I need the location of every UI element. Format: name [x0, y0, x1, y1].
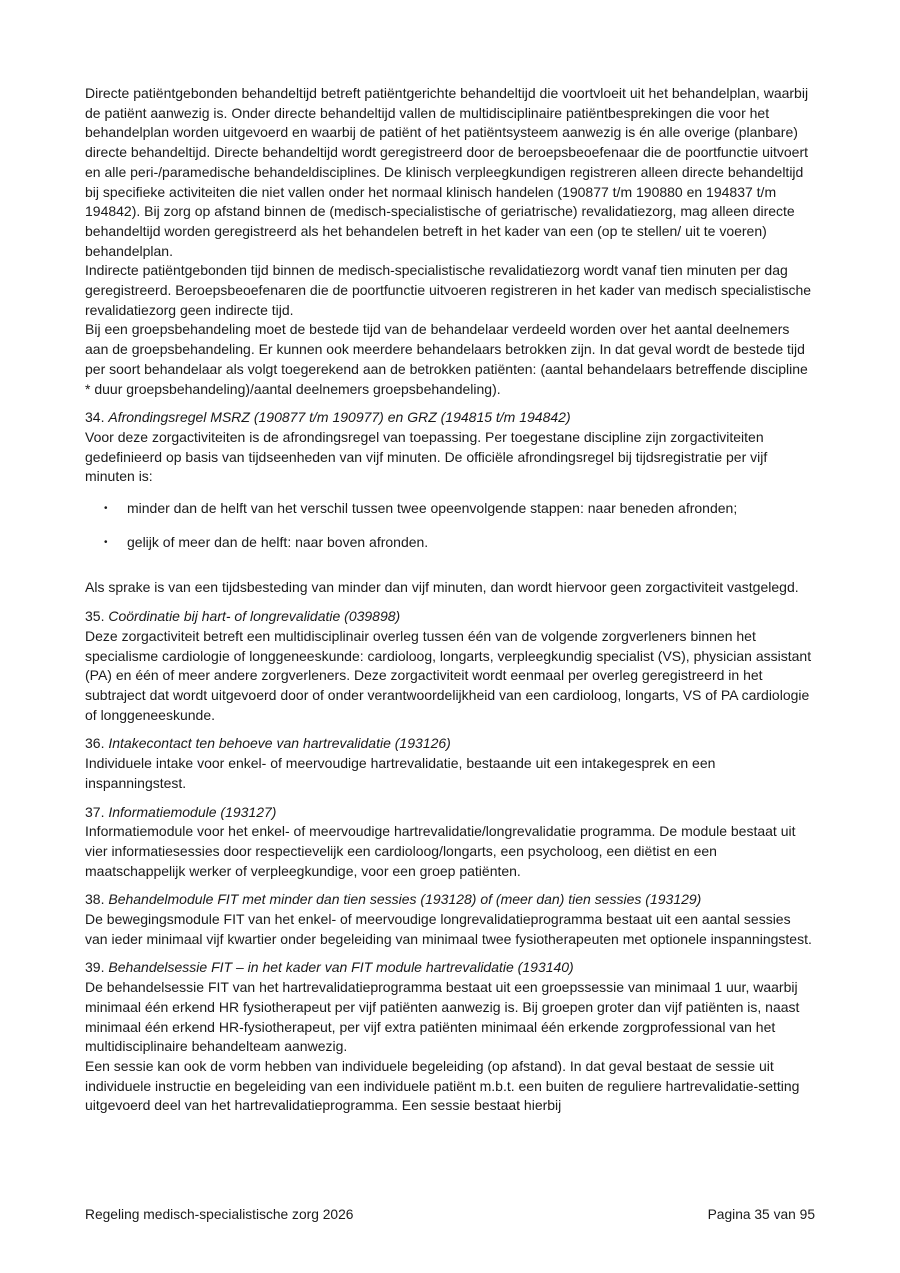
section-title-39: Behandelsessie FIT – in het kader van FIT module hartrevalidatie (193140) — [108, 959, 574, 976]
section-heading-37 — [85, 803, 816, 823]
section-body-35: Deze zorgactiviteit betreft een multidisciplinair overleg tussen één van de volgende zorgverleners binnen het specialisme cardiologie of longgeneeskunde: cardioloog, longarts, verpleegkundig specialist (VS), physician assistant (PA) en één of meer andere zorgverleners. Deze zorgactiviteit wordt eenmaal per overleg geregistreerd in het subtraject dat wordt uitgevoerd door of onder verantwoordelijkheid van een cardioloog, longarts, VS of PA cardiologie of longgeneeskunde. — [85, 627, 812, 723]
section-body-38: De bewegingsmodule FIT van het enkel- of meervoudige longrevalidatieprogramma bestaat uit een aantal sessies van ieder minimaal vijf kwartier onder begeleiding van minimaal twee fysiotherapeuten met optionele inspanningstest. — [85, 911, 812, 947]
section-title-34: Afrondingsregel MSRZ (190877 t/m 190977) en GRZ (194815 t/m 194842) — [108, 409, 571, 426]
section-number-39: 39. — [85, 959, 105, 976]
section-number-37: 37. — [85, 803, 105, 820]
intro-paragraph-2: Indirecte patiëntgebonden tijd binnen de medisch-specialistische revalidatiezorg wordt vanaf tien minuten per dag geregistreerd. Beroepsbeoefenaren die de poortfunctie uitvoeren registreren in het kader van medisch specialistische revalidatiezorg geen indirecte tijd. — [85, 262, 812, 318]
page-footer — [85, 1206, 815, 1224]
rounding-rules-list — [85, 499, 816, 552]
section-title-37: Informatiemodule (193127) — [108, 803, 277, 820]
section-heading-36 — [85, 734, 816, 754]
section-body-39: De behandelsessie FIT van het hartrevalidatieprogramma bestaat uit een groepssessie van minimaal 1 uur, waarbij minimaal één erkend HR fysiotherapeut per vijf patiënten aanwezig is. Bij groepen groter dan vijf patiënten is, naast minimaal één erkend HR-fysiotherapeut, per vijf extra patiënten minimaal één erkende zorgprofessional van het multidisciplinaire behandelteam aanwezig. — [85, 979, 800, 1055]
section-heading-34 — [85, 408, 816, 428]
section-number-36: 36. — [85, 735, 105, 752]
bullet-item: • minder dan de helft van het verschil tussen twee opeenvolgende stappen: naar beneden afronden; — [85, 499, 816, 519]
footer-document-title: Regeling medisch-specialistische zorg 2026 — [85, 1207, 354, 1222]
section-heading-39 — [85, 958, 816, 978]
section-number-34: 34. — [85, 409, 105, 426]
section-title-36: Intakecontact ten behoeve van hartrevalidatie (193126) — [108, 735, 451, 752]
section-body-39-continued: Een sessie kan ook de vorm hebben van individuele begeleiding (op afstand). In dat geval bestaat de sessie uit individuele instructie en begeleiding van een individuele patiënt m.b.t. een buiten de reguliere hartrevalidatie-setting uitgevoerd deel van het hartrevalidatieprogramma. Een sessie bestaat hierbij — [85, 1057, 800, 1114]
section-heading-35 — [85, 607, 816, 627]
section-body-37: Informatiemodule voor het enkel- of meervoudige hartrevalidatie/longrevalidatie programma. De module bestaat uit vier informatiesessies door respectievelijk een cardioloog/longarts, een psycholoog, een diëtist en een maatschappelijk werker of verpleegkundige, voor een groep patiënten. — [85, 823, 796, 879]
section-heading-38 — [85, 890, 816, 910]
section-number-35: 35. — [85, 608, 105, 625]
section-body-34: Voor deze zorgactiviteiten is de afrondingsregel van toepassing. Per toegestane discipline zijn zorgactiviteiten gedefinieerd op basis van tijdseenheden van vijf minuten. De officiële afrondingsregel bij tijdsregistratie per vijf minuten is: — [85, 428, 768, 485]
section-body-36: Individuele intake voor enkel- of meervoudige hartrevalidatie, bestaande uit een intakegesprek en een inspanningstest. — [85, 755, 716, 791]
footer-page-number: Pagina 35 van 95 — [707, 1207, 815, 1222]
section-number-38: 38. — [85, 891, 105, 908]
page-body-text — [85, 84, 816, 1116]
section-title-35: Coördinatie bij hart- of longrevalidatie (039898) — [108, 608, 401, 625]
intro-paragraph-3: Bij een groepsbehandeling moet de bestede tijd van de behandelaar verdeeld worden over het aantal deelnemers aan de groepsbehandeling. Er kunnen ook meerdere behandelaars betrokken zijn. In dat geval wordt de bestede tijd per soort behandelaar als volgt toegerekend aan de betrokken patiënten: (aantal behandelaars betreffende discipline * duur groepsbehandeling)/aantal deelnemers groepsbehandeling). — [85, 321, 808, 397]
section-title-38: Behandelmodule FIT met minder dan tien sessies (193128) of (meer dan) tien sessies (193129) — [108, 891, 702, 908]
intro-paragraph-1: Directe patiëntgebonden behandeltijd betreft patiëntgerichte behandeltijd die voortvloeit uit het behandelplan, waarbij de patiënt aanwezig is. Onder directe behandeltijd vallen de multidisciplinaire patiëntbesprekingen die voor het behandelplan worden uitgevoerd en waarbij de patiënt of het patiëntsysteem aanwezig is én alle overige (planbare) directe behandeltijd. Directe behandeltijd wordt geregistreerd door de beroepsbeoefenaar die de poortfunctie uitvoert en alle peri-/paramedische behandeldisciplines. De klinisch verpleegkundigen registreren alleen directe behandeltijd bij specifieke activiteiten die niet vallen onder het normaal klinisch handelen (190877 t/m 190880 en 194837 t/m 194842). Bij zorg op afstand binnen de (medisch-specialistische of geriatrische) revalidatiezorg, mag alleen directe behandeltijd worden geregistreerd als het behandelen betreft in het kader van een (op te stellen/ uit te voeren) behandelplan. — [85, 85, 809, 259]
bullet-item: • gelijk of meer dan de helft: naar boven afronden. — [85, 533, 816, 553]
section-after-34: Als sprake is van een tijdsbesteding van minder dan vijf minuten, dan wordt hiervoor geen zorgactiviteit vastgelegd. — [85, 579, 799, 596]
